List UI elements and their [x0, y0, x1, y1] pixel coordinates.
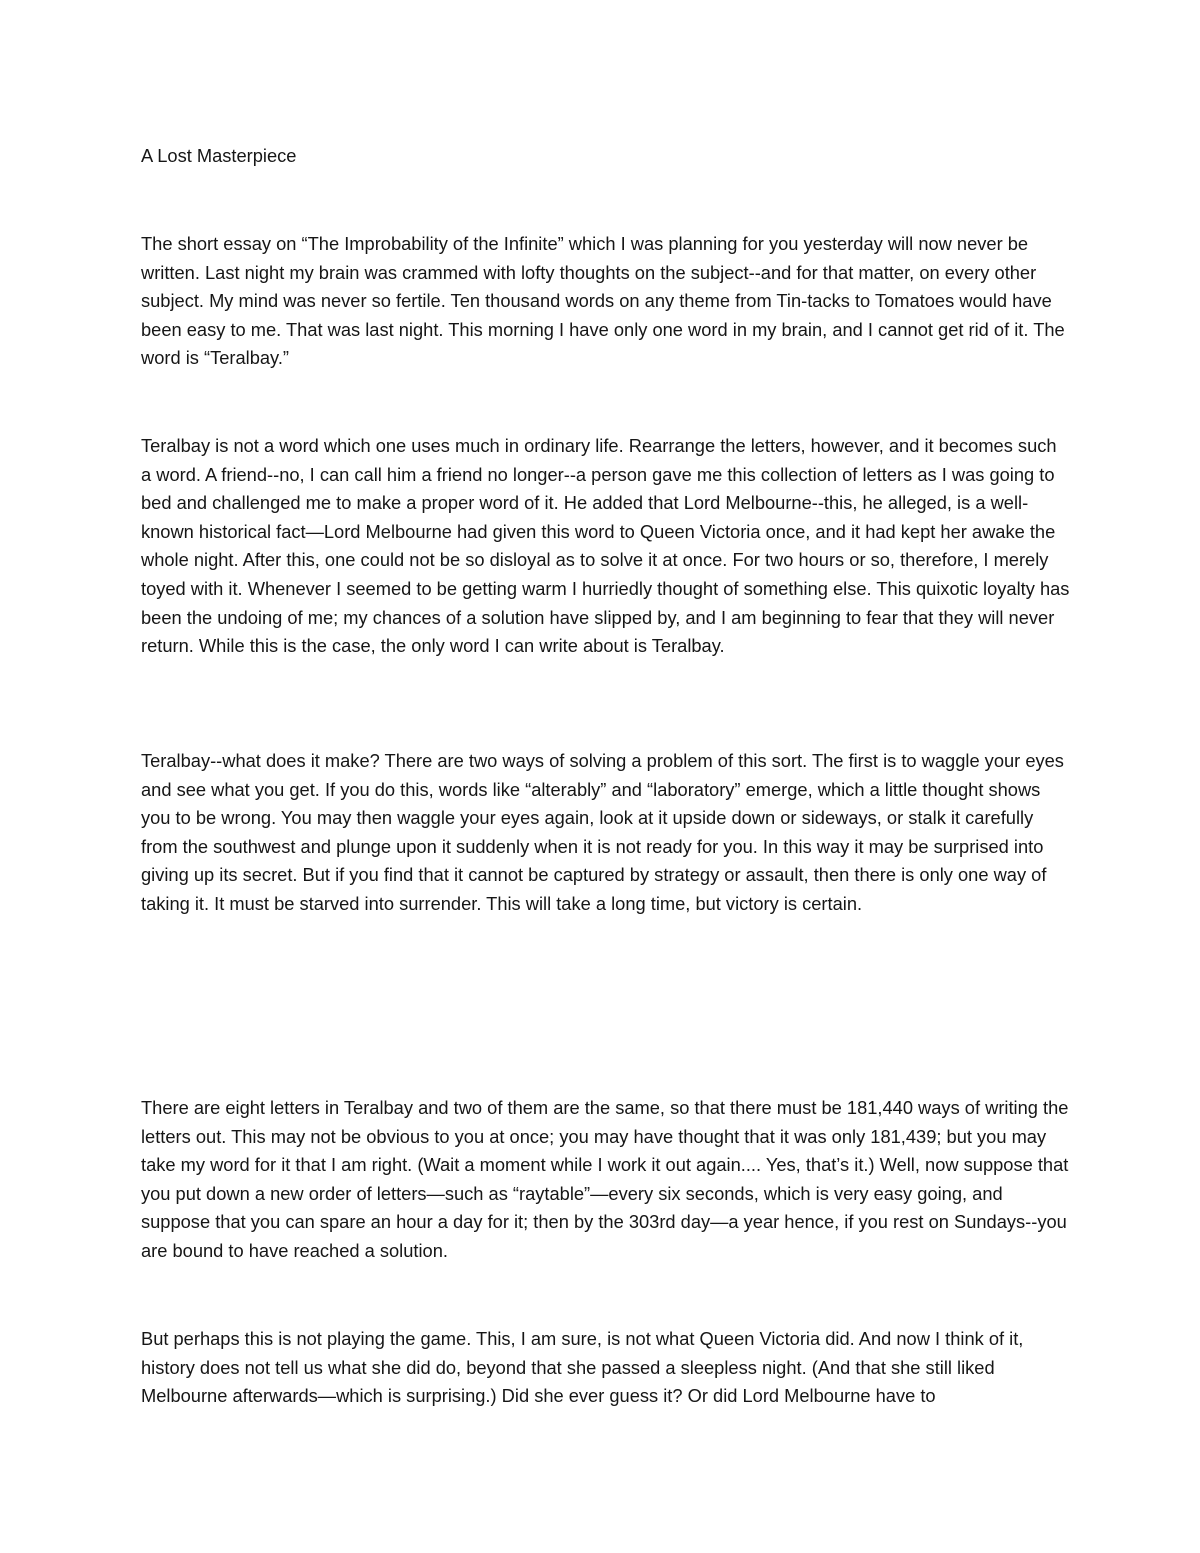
paragraph-1: The short essay on “The Improbability of the Infinite” which I was planning for you yesterday will now never be written. Last night my brain was crammed with lofty thoughts on the subject--and for that matter, on every other subject. My mind was never so fertile. Ten thousand words on any theme from Tin-tacks to Tomatoes would have been easy to me. That was last night. This morning I have only one word in my brain, and I cannot get rid of it. The word is “Teralbay.”: [141, 233, 1065, 369]
paragraph-5: But perhaps this is not playing the game. This, I am sure, is not what Queen Victoria did. And now I think of it, history does not tell us what she did do, beyond that she passed a sleepless night. (And that she still liked Melbourne afterwards—which is surprising.) Did she ever guess it? Or did Lord Melbourne have to: [141, 1328, 1024, 1407]
paragraph-3: Teralbay--what does it make? There are two ways of solving a problem of this sort. The first is to waggle your eyes and see what you get. If you do this, words like “alterably” and “laboratory” emerge, which a little thought shows you to be wrong. You may then waggle your eyes again, look at it upside down or sideways, or stalk it carefully from the southwest and plunge upon it suddenly when it is not ready for you. In this way it may be surprised into giving up its secret. But if you find that it cannot be captured by strategy or assault, then there is only one way of taking it. It must be starved into surrender. This will take a long time, but victory is certain.: [141, 750, 1064, 914]
document-title: A Lost Masterpiece: [141, 145, 297, 166]
paragraph-4: There are eight letters in Teralbay and two of them are the same, so that there must be 181,440 ways of writing the letters out. This may not be obvious to you at once; you may have thought that it was only 181,439; but you may take my word for it that I am right. (Wait a moment while I work it out again.... Yes, that’s it.) Well, now suppose that you put down a new order of letters—such as “raytable”—every six seconds, which is very easy going, and suppose that you can spare an hour a day for it; then by the 303rd day—a year hence, if you rest on Sundays--you are bound to have reached a solution.: [141, 1097, 1069, 1261]
paragraph-2: Teralbay is not a word which one uses much in ordinary life. Rearrange the letters, however, and it becomes such a word. A friend--no, I can call him a friend no longer--a person gave me this collection of letters as I was going to bed and challenged me to make a proper word of it. He added that Lord Melbourne--this, he alleged, is a well-known historical fact—Lord Melbourne had given this word to Queen Victoria once, and it had kept her awake the whole night. After this, one could not be so disloyal as to solve it at once. For two hours or so, therefore, I merely toyed with it. Whenever I seemed to be getting warm I hurriedly thought of something else. This quixotic loyalty has been the undoing of me; my chances of a solution have slipped by, and I am beginning to fear that they will never return. While this is the case, the only word I can write about is Teralbay.: [141, 435, 1070, 657]
